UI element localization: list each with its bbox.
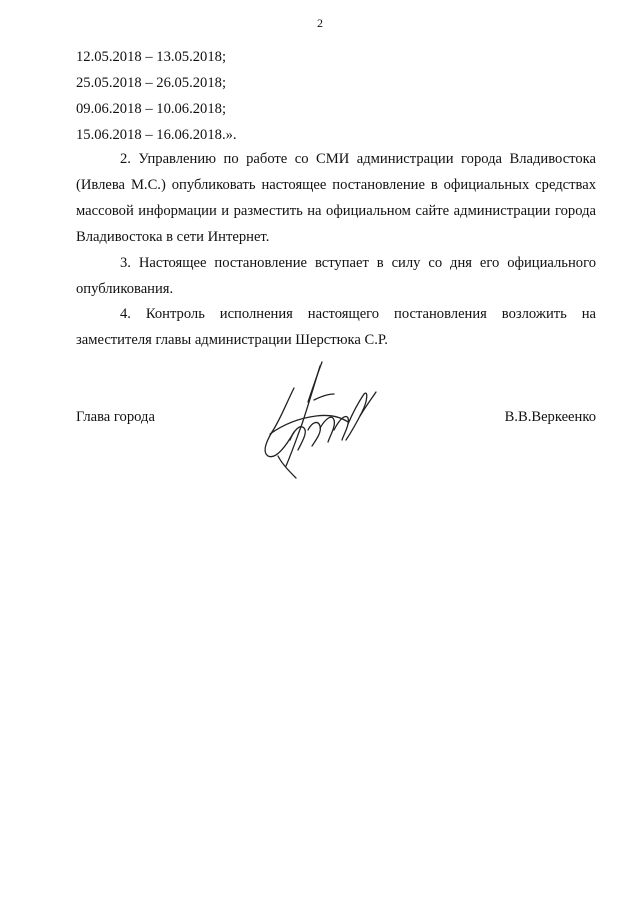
date-list (76, 44, 596, 148)
date-line: 09.06.2018 – 10.06.2018; (76, 101, 226, 117)
signatory-title: Глава города (76, 409, 155, 425)
date-line: 12.05.2018 – 13.05.2018; (76, 49, 226, 65)
handwritten-signature (256, 360, 386, 482)
paragraph-media-publication: 2. Управлению по работе со СМИ администрации города Владивостока (Ивлева М.С.) опубликовать настоящее постановление в официальных средствах массовой информации и разместить на официальном сайте администрации города Владивостока в сети Интернет. (76, 151, 596, 245)
date-line: 25.05.2018 – 26.05.2018; (76, 75, 226, 91)
signatory-name: В.В.Веркеенко (504, 409, 596, 425)
date-line: 15.06.2018 – 16.06.2018.». (76, 127, 237, 143)
page-number: 2 (317, 16, 323, 30)
paragraph-effective-date: 3. Настоящее постановление вступает в силу со дня его официального опубликования. (76, 255, 596, 297)
paragraph-control: 4. Контроль исполнения настоящего постановления возложить на заместителя главы администрации Шерстюка С.Р. (76, 306, 596, 348)
